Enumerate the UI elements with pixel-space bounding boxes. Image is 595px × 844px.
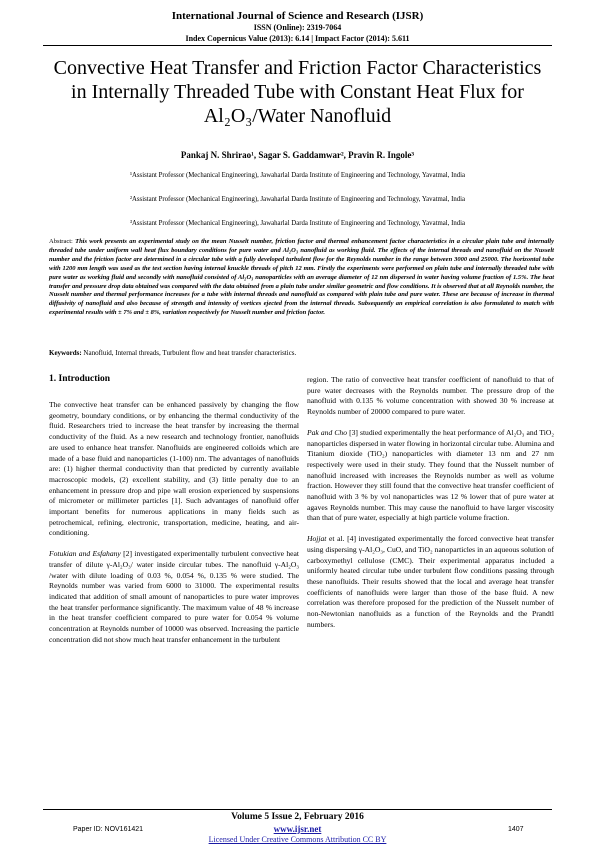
affiliation-1: ¹Assistant Professor (Mechanical Engineering), Jawaharlal Darda Institute of Engineering and Technology, Yavatmal, India	[129, 172, 466, 179]
paragraph-text: et al. [4] investigated experimentally the forced convective heat transfer using dispersing γ-Al₂O₃, CuO, and TiO₂ nanoparticles in an aqueous solution of carboxymethyl cellulose (CMC). Their experimental apparatus included a uniformly heated circular tube under turbulent flow conditions passing through these nanofluids. Their results showed that the local and average heat transfer coefficients of nanofluids were larger than those of the base fluid. A new correlation was therefore proposed for the prediction of the Nusselt number of non-Newtonian nanofluids as a function of the Reynolds and the Prandtl numbers.	[307, 534, 554, 629]
paragraph: The convective heat transfer can be enhanced passively by changing the flow geometry, boundary conditions, or by enhancing the thermal conductivity of the fluid. Researchers tried to increase the heat transfer by increasing the thermal conductivity of the fluid. As a new research and technology frontier, nanofluids are used to enhance heat transfer. Nanofluids are engineered colloids which are made of a base fluid and nanoparticles (1-100) nm. The advantages of nanofluids are: (1) higher thermal conductivity than that predicted by currently available macroscopic models, (2) excellent stability, and (3) little penalty due to an enhancement in pressure drop and pipe wall erosion experienced by suspensions of micrometer or millimeter particles [1]. Such advantages of nanofluid offer important benefits for numerous applications in many fields such as petrochemical, refining, electronic, transportation, medicine, heating, and air- conditioning.	[49, 400, 299, 538]
authors: Pankaj N. Shrirao¹, Sagar S. Gaddamwar², Pravin R. Ingole³	[180, 150, 415, 160]
paper-title: Convective Heat Transfer and Friction Factor Characteristics in Internally Threaded Tube with Constant Heat Flux for Al₂O₃/Water Nanofluid	[53, 57, 542, 127]
license-link[interactable]: Licensed Under Creative Commons Attribution CC BY	[208, 835, 387, 844]
header-rule	[43, 45, 552, 46]
affiliation-3: ³Assistant Professor (Mechanical Engineering), Jawaharlal Darda Institute of Engineering and Technology, Yavatmal, India	[129, 220, 466, 227]
paper-id: Paper ID: NOV161421	[73, 826, 144, 833]
issn: ISSN (Online): 2319-7064	[253, 23, 342, 32]
page-number: 1407	[508, 826, 524, 833]
cited-authors: Hojjat	[307, 534, 327, 544]
abstract-label: Abstract:	[49, 238, 73, 245]
journal-name: International Journal of Science and Research (IJSR)	[171, 10, 424, 22]
keywords-text: Nanofluid, Internal threads, Turbulent flow and heat transfer characteristics.	[83, 349, 297, 357]
paragraph	[307, 428, 554, 524]
paragraph-text: [2] investigated experimentally turbulent convective heat transfer of dilute γ-Al₂O₃/ water inside circular tubes. The nanofluid γ-Al₂O₃ /water with dilute loading of 0.03 %, 0.054 %, 0.135 % were studied. The Reynolds number was varied from 6000 to 31000. The experimental results indicated that addition of small amount of nanoparticles to pure water improves the heat transfer performance significantly. The maximum value of 48 % increase in the heat transfer coefficient compared to pure water for 0.054 % volume concentration at Reynolds number of 10000 was observed. Increasing the particle concentration did not show much heat transfer enhancement in the turbulent	[49, 549, 299, 644]
volume-info: Volume 5 Issue 2, February 2016	[231, 812, 364, 822]
right-column	[307, 375, 554, 640]
abstract	[49, 238, 554, 318]
affiliation-2: ²Assistant Professor (Mechanical Engineering), Jawaharlal Darda Institute of Engineering and Technology, Yavatmal, India	[129, 196, 466, 203]
paragraph-text: [3] studied experimentally the heat performance of Al₂O₃ and TiO₂ nanoparticles dispersed in water flowing in horizontal circular tube. Alumina and Titanium dioxide (TiO₂) nanoparticles with diameter 13 nm and 27 nm respectively were used in their study. They found that the Nusselt number of nanofluid increased with increases the Reynolds number as well as volume fraction. However they still found that the convective heat transfer coefficient of nanofluid with 3 % by vol nanoparticles was 12 % lower that of pure water at agaves Reynolds number. This may cause the nanofluid to have larger viscosity than that of pure water, especially at high particle volume fraction.	[307, 427, 555, 523]
section-heading-introduction: 1. Introduction	[49, 374, 111, 384]
footer-rule	[43, 809, 552, 810]
keywords	[49, 349, 554, 357]
paragraph	[307, 534, 554, 630]
paragraph	[49, 549, 299, 645]
left-column	[49, 400, 299, 655]
index-info: Index Copernicus Value (2013): 6.14 | Impact Factor (2014): 5.611	[185, 34, 410, 43]
journal-site-link[interactable]: www.ijsr.net	[273, 824, 322, 834]
paragraph: region. The ratio of convective heat transfer coefficient of nanofluid to that of pure water decreases with the Reynolds number. The pressure drop of the nanofluid with 0.135 % volume concentration with showed 30 % increase at Reynolds number of 20000 compared to pure water.	[307, 375, 554, 417]
cited-authors: Fotukian and Esfahany	[49, 549, 121, 559]
abstract-text: This work presents an experimental study on the mean Nusselt number, friction factor and thermal enhancement factor characteristics in a circular plain tube and internally threaded tube under uniform wall heat flux boundary conditions for pure water and Al₂O₃ nanofluid as working fluid. The effects of the internal threads and nanofluid on the Nusselt number and the friction factor are determined in a circular tube with a fully developed turbulent flow for the Reynolds number in the range between 3000 and 25000. The horizontal tube with 1200 mm length was used as the test section having internal knuckle threads of pitch 12 mm. Firstly the experiments were performed on plain tube and internally threaded tube with pure water as working fluid and secondly with nanofluid consisted of Al₂O₃ nanoparticles with an average diameter of 12 nm dispersed in water having volume fraction of 1.5%. The heat transfer and pressure drop data obtained was compared with the data obtained from a plain tube under similar geometric and flow conditions. It is observed that at all Reynolds number, the Nusselt number and thermal performance increases for a tube with internal threads and nanofluid as compared with plain tube and pure water. These are because of increase in thermal diffusivity of nanofluid and also because of strength and intensity of vortices ejected from the internal threads. Subsequently an empirical correlation is also formulated to match with experimental results with ± 7% and ± 8%, variation respectively for Nusselt number and friction factor.	[49, 238, 554, 317]
cited-authors: Pak and Cho	[307, 427, 347, 437]
keywords-label: Keywords:	[49, 349, 82, 357]
